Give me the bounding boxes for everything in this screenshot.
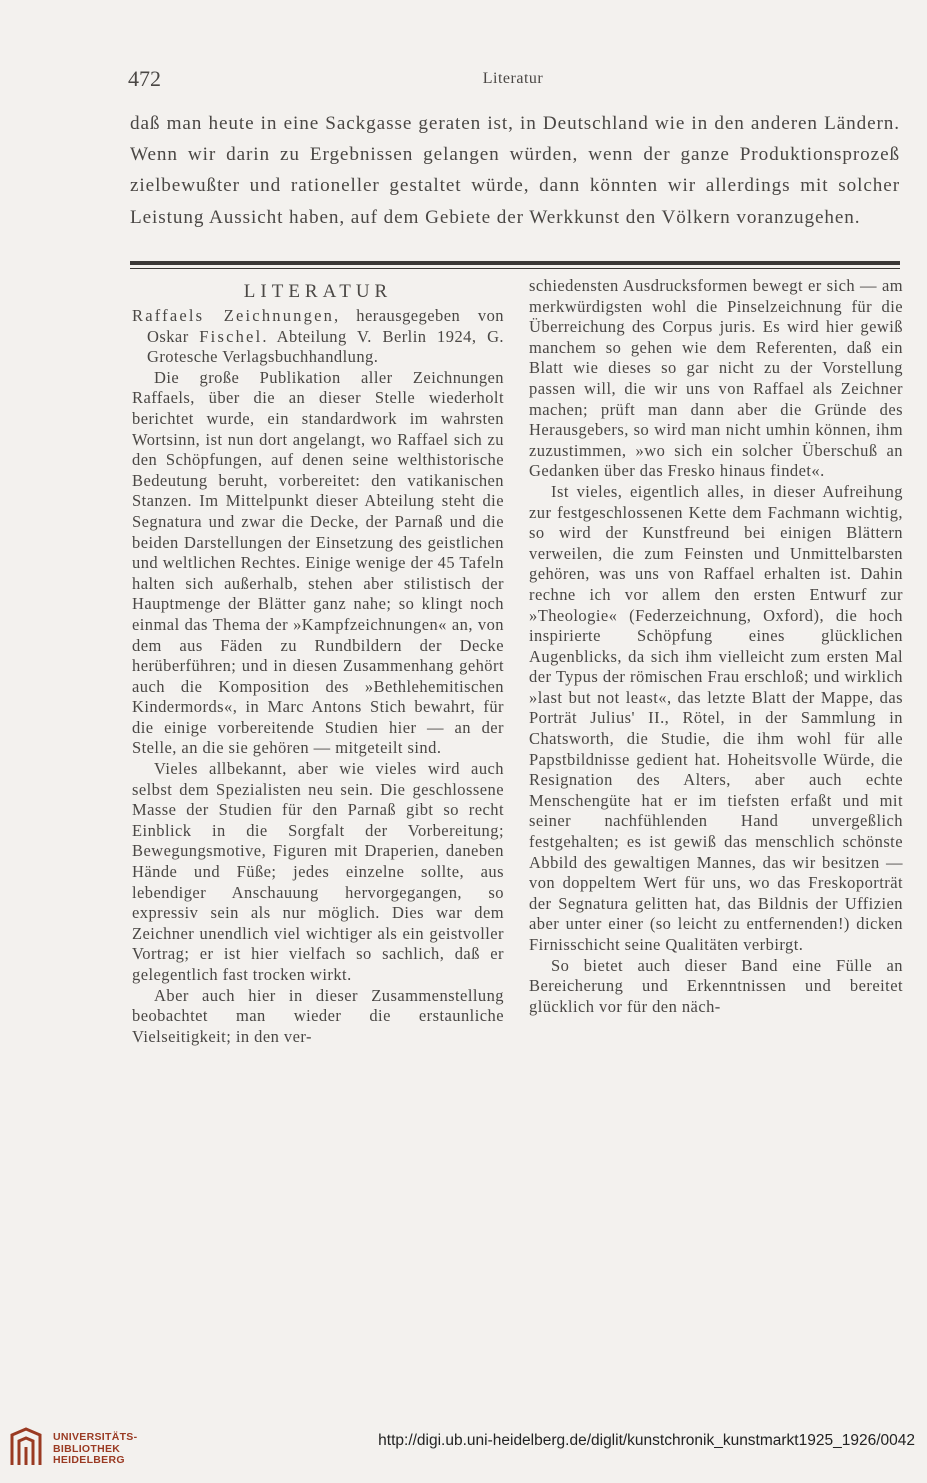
page-number: 472 [128,66,161,91]
section-title: LITERATUR [243,281,393,302]
right-paragraph-3: So bietet auch dieser Band eine Fülle an Bereicherung und Erkenntnissen und bereitet glücklich vor für den näch- [529,955,903,1016]
book-editor-prefix: , herausgegeben von Oskar [147,306,504,346]
library-name-line-3: HEIDELBERG [53,1454,125,1466]
left-paragraph-3: Aber auch hier in dieser Zusammenstellung beobachtet man wieder die erstaunliche Vielseitigkeit; in den ver- [132,985,504,1046]
left-paragraph-1: Die große Publikation aller Zeichnungen Raffaels, über die an dieser Stelle wiederholt berichtet wurde, ein standardwork im wahrsten Wortsinn, ist nun dort angelangt, wo Raffael sich zu den Schöpfungen, auf denen seine welthistorische Bedeutung beruht, vorbereitet: den vatikanischen Stanzen. Im Mittelpunkt dieser Abteilung steht die Segnatura und zwar die Decke, der Parnaß und die beiden Darstellungen der Einsetzung des geistlichen und weltlichen Rechtes. Einige wenige der 45 Tafeln halten sich außerhalb, stehen aber stilistisch der Hauptmenge der Blätter ganz nahe; so klingt noch einmal das Thema der »Kampfzeichnungen« an, von dem aus Fäden zu Rundbildern der Decke herüberführen; und in diesen Zusammenhang gehört auch die Komposition des »Bethlehemitischen Kindermords«, in Marc Antons Stich bewahrt, für die einige vorbereitende Studien hier — an der Stelle, an die sie gehören — mitgeteilt sind. [132,367,504,758]
section-divider-thick [130,261,900,265]
running-head: Literatur [482,70,544,87]
right-column [529,276,903,1017]
book-entry [132,306,504,368]
page-header [128,66,898,96]
left-paragraph-2: Vieles allbekannt, aber wie vieles wird auch selbst dem Spezialisten neu sein. Die geschlossene Masse der Studien für den Parnaß gibt so recht Einblick in die Sorgfalt der Vorbereitung; Bewegungsmotive, Figuren mit Draperien, daneben Hände und Füße; jedes einzelne sollte, aus lebendiger Anschauung hervorgegangen, so expressiv sein als nur möglich. Dies war dem Zeichner unendlich viel wichtiger als ein geistvoller Vortrag; er ist hier vielfach so sachlich, daß er gelegentlich fast trocken wirkt. [132,759,504,984]
right-paragraph-2: Ist vieles, eigentlich alles, in dieser Aufreihung zur festgeschlossenen Kette dem Fachmann wichtig, so wird der Kunstfreund bei einigen Blättern verweilen, die zum Feinsten und Unmittelbarsten gehören, was uns von Raffael erhalten ist. Dahin rechne ich vor allem den ersten Entwurf zur »Theologie« (Federzeichnung, Oxford), die hoch inspirierte Schöpfung eines glücklichen Augenblicks, da sich ihm vielleicht zum ersten Mal der Typus der römischen Frau erschloß; und wirklich »last but not least«, das letzte Blatt der Mappe, das Porträt Julius' II., Rötel, in der Sammlung in Chatsworth, die Studie, die ihm wohl für alle Papstbildnisse gedient hat. Hoheitsvolle Würde, die Resignation des Alters, aber auch echte Menschengüte hat er im tiefsten erfaßt und mit seiner nachfühlenden Hand unvergeßlich festgehalten; es ist gewiß das menschlich schönste Abbild des gewaltigen Mannes, das wir besitzen — von doppeltem Wert für uns, wo das Freskoporträt der Segnatura gelitten hat, das Bildnis der Uffizien aber unter einer (so leicht zu entfernenden!) dicken Firnisschicht seine Qualitäten verbirgt. [529,481,903,954]
right-paragraph-1: schiedensten Ausdrucksformen bewegt er sich — am merkwürdigsten wohl die Pinselzeichnung für die Überreichung des Corpus juris. Es wird hier gewiß manchem so gehen wie dem Referenten, daß ein Blatt wie dieses so gar nicht zu der Vorstellung passen will, die wir uns von Raffael als Zeichner machen; prüft man dann aber die Gründe des Herausgebers, so wird man nicht umhin können, ihm zuzustimmen, »wo sich ein solcher Überschuß an Gedanken über das Fresko hinaus findet«. [529,276,903,481]
source-url-link[interactable]: http://digi.ub.uni-heidelberg.de/diglit/kunstchronik_kunstmarkt1925_1926/0042 [378,1432,915,1449]
book-details: . Abteilung V. Berlin 1924, G. Grotesche Verlagsbuchhandlung. [147,326,505,367]
library-name [53,1432,137,1467]
library-name-line-2: BIBLIOTHEK [53,1442,121,1455]
book-title: Raffaels Zeichnungen [132,306,335,325]
digitization-footer [0,1413,927,1483]
section-divider-thin [130,268,900,269]
library-name-line-1: UNIVERSITÄTS- [53,1431,138,1443]
intro-paragraph: daß man heute in eine Sackgasse geraten ist, in Deutschland wie in den anderen Ländern. Wenn wir darin zu Ergebnissen gelangen würden, wenn der ganze Produktionsprozeß zielbewußter und rationeller gestaltet würde, dann könnten wir allerdings mit solcher Leistung Aussicht haben, auf dem Gebiete der Werkkunst den Völkern voranzugehen. [130,113,900,228]
left-column [132,276,504,1047]
book-editor-name: Fischel [199,326,263,346]
library-logo-icon [8,1427,44,1467]
